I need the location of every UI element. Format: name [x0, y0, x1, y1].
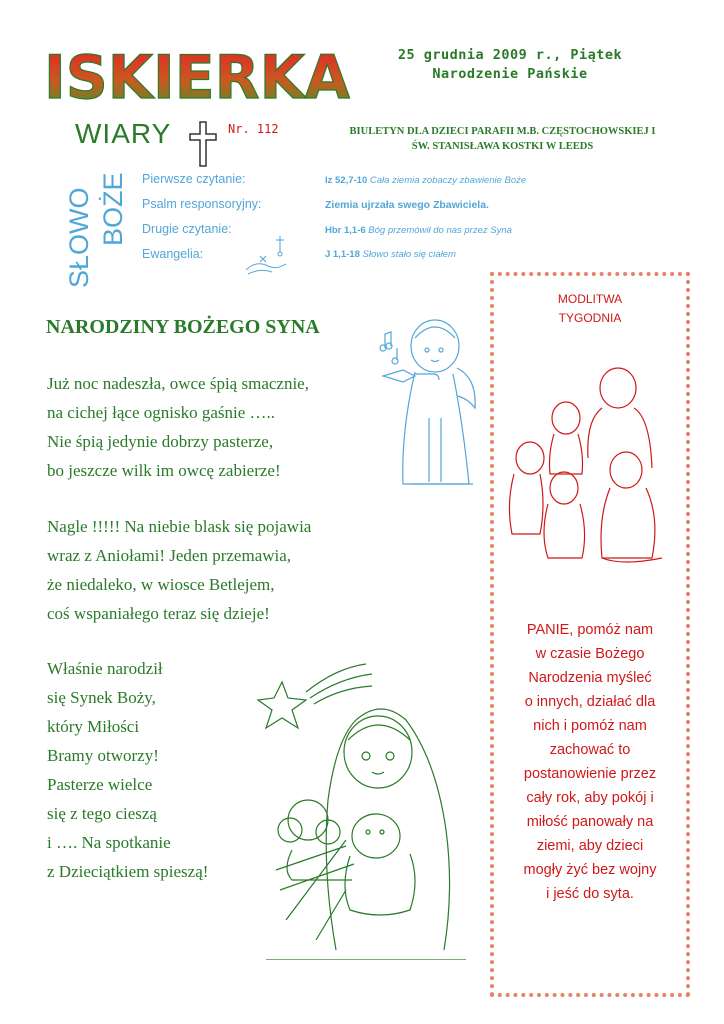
poem-line: z Dzieciątkiem spieszą!	[47, 862, 209, 881]
poem-stanza-2	[47, 512, 311, 628]
prayer-line: cały rok, aby pokój i	[526, 790, 654, 806]
poem-stanza-3	[47, 654, 208, 886]
prayer-title	[500, 290, 680, 328]
wiary-label: WIARY	[75, 118, 172, 149]
prayer-line: o innych, działać dla	[524, 694, 656, 710]
prayer-line: miłość panowały na	[526, 814, 654, 830]
prayer-line: ziemi, aby dzieci	[536, 838, 644, 854]
poem-line: i …. Na spotkanie	[47, 833, 171, 852]
article-title: NARODZINY BOŻEGO SYNA	[46, 316, 320, 338]
poem-line: wraz z Aniołami! Jeden przemawia,	[47, 546, 292, 565]
prayer-line: mogły żyć bez wojny	[523, 862, 657, 878]
poem-line: coś wspaniałego teraz się dzieje!	[47, 604, 270, 623]
poem-line: Pasterze wielce	[47, 775, 153, 794]
poem-line: że niedaleko, w wiosce Betlejem,	[47, 575, 275, 594]
issue-number: Nr. 112	[228, 122, 279, 136]
prayer-text	[502, 618, 678, 906]
reading-text-3: Bóg przemówił do nas przez Syna	[368, 225, 512, 236]
angel-with-trumpet-illustration	[375, 308, 485, 493]
poem-line: się Synek Boży,	[47, 688, 156, 707]
prayer-line: postanowienie przez	[523, 766, 657, 782]
reading-label-3: Drugie czytanie:	[142, 222, 232, 236]
reading-label-1: Pierwsze czytanie:	[142, 172, 246, 186]
prayer-line: i jeść do syta.	[546, 886, 634, 902]
prayer-title-line-2: TYGODNIA	[558, 311, 622, 325]
poem-line: Nagle !!!!! Na niebie blask się pojawia	[47, 517, 312, 536]
bulletin-heading	[300, 124, 705, 154]
prayer-line: zachować to	[549, 742, 631, 758]
poem-stanza-1	[47, 369, 309, 485]
reading-value-1	[325, 175, 526, 186]
poem-line: Nie śpią jedynie dobrzy pasterze,	[47, 432, 274, 451]
reading-value-2	[325, 199, 489, 211]
date-block	[380, 46, 640, 84]
slowo-boze-heading	[58, 168, 128, 290]
prayer-line: PANIE, pomóż nam	[526, 622, 654, 638]
reading-ref-4: J 1,1-18	[325, 249, 360, 260]
prayer-line: w czasie Bożego	[535, 646, 645, 662]
iskierka-logo	[40, 40, 355, 110]
reading-value-3	[325, 225, 512, 236]
logo-text: ISKIERKA	[44, 43, 351, 110]
poem-line: Już noc nadeszła, owce śpią smacznie,	[47, 374, 309, 393]
slowo-word: SŁOWO	[64, 187, 94, 288]
poem-line: Bramy otworzy!	[47, 746, 159, 765]
bulletin-line-2: ŚW. STANISŁAWA KOSTKI W LEEDS	[411, 141, 594, 152]
boze-word: BOŻE	[98, 172, 128, 246]
prayer-title-line-1: MODLITWA	[557, 292, 623, 306]
poem-line: bo jeszcze wilk im owcę zabierze!	[47, 461, 281, 480]
prayer-line: Narodzenia myśleć	[528, 670, 652, 686]
reading-ref-2: Ziemia ujrzała swego Zbawiciela.	[325, 199, 489, 211]
reading-text-4: Słowo stało się ciałem	[362, 249, 456, 260]
reading-label-4: Ewangelia:	[142, 247, 204, 261]
nativity-illustration	[256, 660, 481, 960]
prayer-line: nich i pomóż nam	[533, 718, 647, 734]
reading-ref-1: Iz 52,7-10	[325, 175, 368, 186]
praying-family-illustration	[506, 362, 676, 572]
scroll-and-candle-icon	[238, 232, 298, 282]
bulletin-line-1: BIULETYN DLA DZIECI PARAFII M.B. CZĘSTOCHOWSKIEJ I	[349, 126, 656, 137]
poem-line: się z tego cieszą	[47, 804, 157, 823]
poem-line: Właśnie narodził	[47, 659, 163, 678]
poem-line: na cichej łące ognisko gaśnie …..	[47, 403, 276, 422]
poem-line: który Miłości	[47, 717, 140, 736]
date-line: 25 grudnia 2009 r., Piątek	[397, 47, 623, 63]
reading-ref-3: Hbr 1,1-6	[325, 225, 366, 236]
reading-value-4	[325, 249, 456, 260]
cross-icon	[188, 120, 218, 170]
feast-line: Narodzenie Pańskie	[432, 66, 588, 82]
reading-text-1: Cała ziemia zobaczy zbawienie Boże	[369, 175, 527, 186]
reading-label-2: Psalm responsoryjny:	[142, 197, 262, 211]
